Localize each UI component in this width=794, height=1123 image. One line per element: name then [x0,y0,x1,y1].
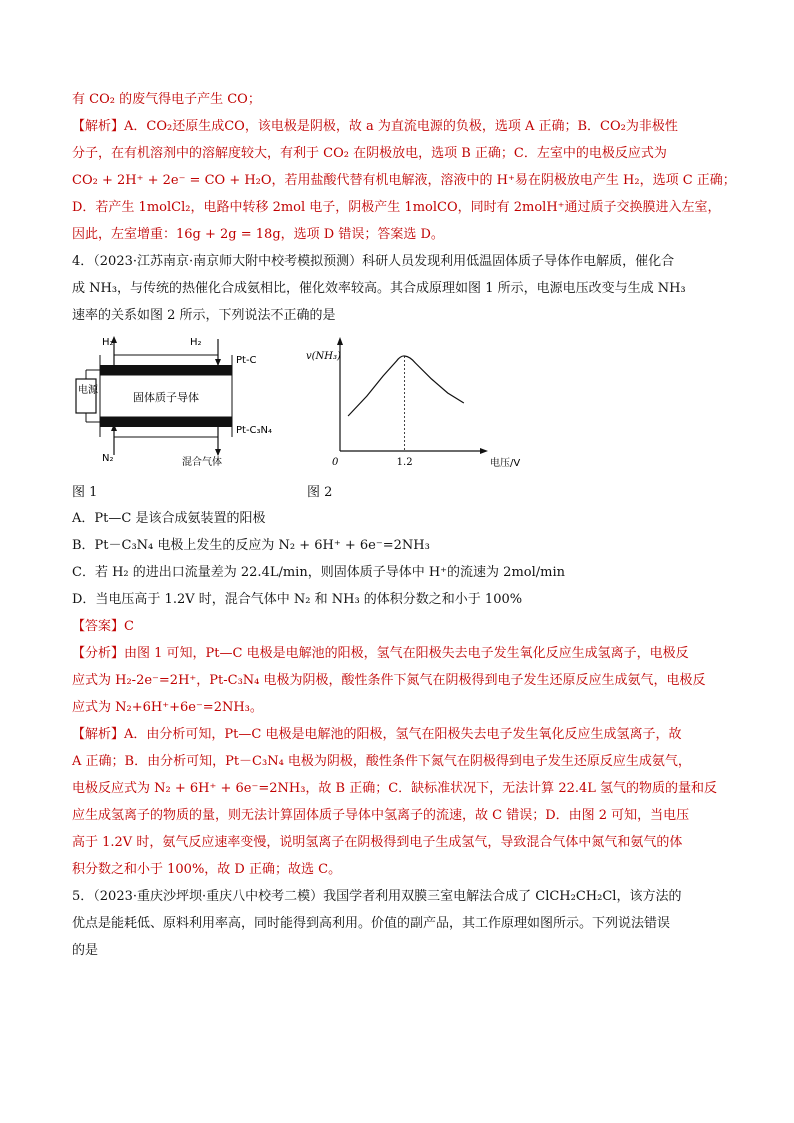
text-line: D．若产生 1molCl₂，电路中转移 2mol 电子，阴极产生 1molCO，同时有 2molH⁺通过质子交换膜进入左室， [72,200,721,215]
figure-2-caption: 图 2 [307,485,333,500]
analysis-tag: 【分析】 [72,646,125,661]
text-span: A．由分析可知，Pt—C 电极是电解池的阳极，氢气在阳极失去电子发生氧化反应生成氢离子，故 [124,727,682,742]
answer-line [72,613,722,640]
explanation-tag: 【解析】 [72,727,125,742]
pt-c3n4-electrode [100,417,232,427]
option-d: D．当电压高于 1.2V 时，混合气体中 N₂ 和 NH₃ 的体积分数之和小于 100% [72,592,523,607]
text-line [72,113,722,140]
mixed-gas-label: 混合气体 [182,457,222,468]
option-a: A．Pt—C 是该合成氨装置的阳极 [72,511,266,526]
n2-label: N₂ [102,453,114,464]
y-axis-label: v(NH₃) [306,351,341,362]
h2-left-label: H₂ [102,337,114,348]
figure-1-electrolysis-diagram [72,333,272,473]
text-line: 应式为 N₂+6H⁺+6e⁻=2NH₃。 [72,700,263,715]
tick-label-1-2: 1.2 [396,457,413,468]
figures-row [72,333,722,500]
text-line: 成 NH₃，与传统的热催化合成氨相比，催化效率较高。其合成原理如图 1 所示，电源电压改变与生成 NH₃ [72,281,686,296]
text-line: 分子，在有机溶剂中的溶解度较大，有利于 CO₂ 在阴极放电，选项 B 正确；C．左室中的电极反应式为 [72,146,667,161]
figure-2-chart [304,333,534,473]
text-line: 应生成氢离子的物质的量，则无法计算固体质子导体中氢离子的流速，故 C 错误；D．由图 2 可知，当电压 [72,808,690,823]
text-line: 高于 1.2V 时，氨气反应速率变慢，说明氢离子在阴极得到电子生成氢气，导致混合气体中氮气和氨气的体 [72,835,683,850]
answer-value: C [124,619,134,634]
document-page [72,86,736,964]
text-span: 由图 1 可知，Pt—C 电极是电解池的阳极，氢气在阳极失去电子发生氧化反应生成氢离子，电极反 [124,646,689,661]
text-line: 应式为 H₂-2e⁻=2H⁺，Pt-C₃N₄ 电极为阴极，酸性条件下氮气在阴极得到电子发生还原反应生成氨气，电极反 [72,673,706,688]
pt-c-label: Pt-C [236,355,257,366]
answer-tag: 【答案】 [72,619,125,634]
text-span: A．CO₂还原生成CO，该电极是阴极，故 a 为直流电源的负极，选项 A 正确；B．CO₂为非极性 [124,119,678,134]
h2-right-label: H₂ [190,337,202,348]
text-line: 电极反应式为 N₂ + 6H⁺ + 6e⁻=2NH₃，故 B 正确；C．缺标准状况下，无法计算 22.4L 氢气的物质的量和反 [72,781,718,796]
prev-analysis-block [72,86,736,248]
explanation-block [72,721,722,883]
question-4-stem [72,248,722,329]
text-line: CO₂ + 2H⁺ + 2e⁻ = CO + H₂O，若用盐酸代替有机电解液，溶液中的 H⁺易在阴极放电产生 H₂，选项 C 正确； [72,173,736,188]
question-5-stem [72,883,722,964]
option-b: B．Pt－C₃N₄ 电极上发生的反应为 N₂ + 6H⁺ + 6e⁻=2NH₃ [72,538,430,553]
pt-c-electrode [100,365,232,375]
options-list [72,505,722,613]
x-axis-label: 电压/V [490,458,521,469]
text-line: 4．（2023·江苏南京·南京师大附中校考模拟预测）科研人员发现利用低温固体质子导体作电解质，催化合 [72,254,675,269]
text-line: 有 CO₂ 的废气得电子产生 CO； [72,92,261,107]
analysis-block [72,640,722,721]
option-c: C．若 H₂ 的进出口流量差为 22.4L/min，则固体质子导体中 H⁺的流速为 2mol/min [72,565,565,580]
conductor-label: 固体质子导体 [133,391,199,404]
text-line: A 正确；B．由分析可知，Pt－C₃N₄ 电极为阴极，酸性条件下氮气在阴极得到电子发生还原反应生成氨气， [72,754,691,769]
text-line: 优点是能耗低、原料利用率高，同时能得到高利用。价值的副产品，其工作原理如图所示。下列说法错误 [72,916,671,931]
text-line: 速率的关系如图 2 所示，下列说法不正确的是 [72,308,336,323]
text-line: 因此，左室增重：16g + 2g = 18g，选项 D 错误；答案选 D。 [72,227,444,242]
analysis-tag: 【解析】 [72,119,125,134]
text-line: 的是 [72,943,99,958]
figure-1-caption: 图 1 [72,485,98,500]
pt-c3n4-label: Pt-C₃N₄ [236,425,272,436]
origin-label: 0 [332,457,339,468]
text-line [72,721,722,748]
text-line [72,640,722,667]
text-line: 积分数之和小于 100%，故 D 正确；故选 C。 [72,862,342,877]
text-line: 5．（2023·重庆沙坪坝·重庆八中校考二模）我国学者利用双膜三室电解法合成了 ClCH₂CH₂Cl，该方法的 [72,889,682,904]
power-source-label: 电源 [78,385,98,396]
rate-curve [348,356,464,416]
